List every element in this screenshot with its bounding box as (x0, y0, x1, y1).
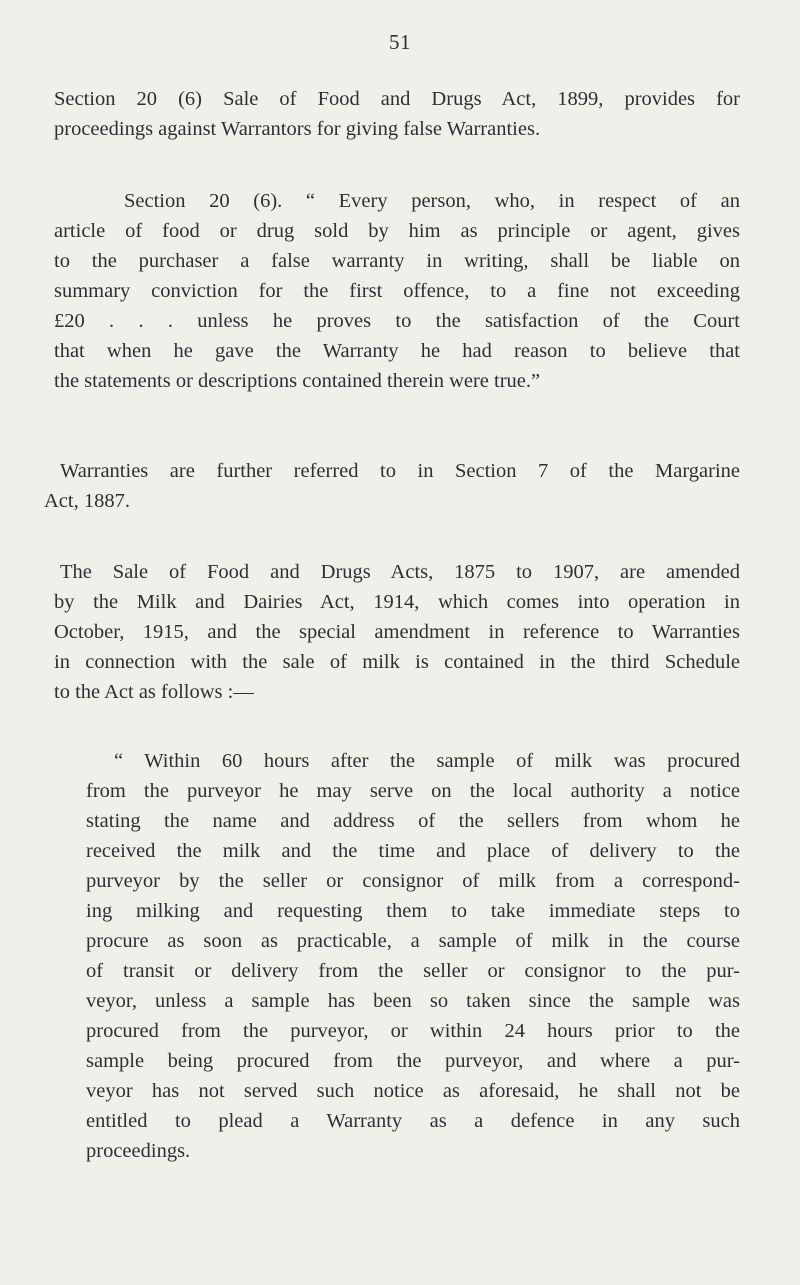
text-line: The Sale of Food and Drugs Acts, 1875 to 1907, are amended (60, 561, 740, 583)
text-line: veyor has not served such notice as aforesaid, he shall not be (86, 1080, 740, 1102)
paragraph-margarine-act (44, 456, 740, 516)
text-line: sample being procured from the purveyor, and where a pur- (86, 1050, 740, 1072)
text-line: Warranties are further referred to in Section 7 of the Margarine (60, 460, 740, 482)
text-line: by the Milk and Dairies Act, 1914, which comes into operation in (54, 591, 740, 613)
text-line: £20 . . . unless he proves to the satisfaction of the Court (54, 310, 740, 332)
text-line: summary conviction for the first offence, to a fine not exceeding (54, 280, 740, 302)
text-line: that when he gave the Warranty he had reason to believe that (54, 340, 740, 362)
text-line: “ Within 60 hours after the sample of milk was procured (114, 750, 740, 772)
text-line: in connection with the sale of milk is contained in the third Schedule (54, 651, 740, 673)
paragraph-section-20-quote (54, 186, 740, 396)
text-line: October, 1915, and the special amendment in reference to Warranties (54, 621, 740, 643)
text-line: stating the name and address of the sellers from whom he (86, 810, 740, 832)
text-line: Act, 1887. (44, 490, 130, 512)
text-line: article of food or drug sold by him as principle or agent, gives (54, 220, 740, 242)
paragraph-section-20-intro (54, 84, 740, 144)
text-line: of transit or delivery from the seller or consignor to the pur- (86, 960, 740, 982)
page-number: 51 (389, 30, 411, 54)
text-line: Section 20 (6). “ Every person, who, in respect of an (124, 190, 740, 212)
text-line: from the purveyor he may serve on the local authority a notice (86, 780, 740, 802)
text-line: veyor, unless a sample has been so taken since the sample was (86, 990, 740, 1012)
text-line: procured from the purveyor, or within 24 hours prior to the (86, 1020, 740, 1042)
text-line: received the milk and the time and place of delivery to the (86, 840, 740, 862)
text-line: procure as soon as practicable, a sample of milk in the course (86, 930, 740, 952)
text-line: proceedings against Warrantors for giving false Warranties. (54, 118, 541, 140)
paragraph-schedule-quote (86, 746, 740, 1166)
text-line: Section 20 (6) Sale of Food and Drugs Act, 1899, provides for (54, 88, 740, 110)
text-line: purveyor by the seller or consignor of milk from a correspond- (86, 870, 740, 892)
text-line: proceedings. (86, 1140, 191, 1162)
text-line: to the Act as follows :— (54, 681, 254, 703)
text-line: ing milking and requesting them to take immediate steps to (86, 900, 740, 922)
text-line: entitled to plead a Warranty as a defence in any such (86, 1110, 740, 1132)
paragraph-milk-and-dairies-act (54, 557, 740, 707)
text-line: to the purchaser a false warranty in writing, shall be liable on (54, 250, 740, 272)
text-line: the statements or descriptions contained therein were true.” (54, 370, 541, 392)
